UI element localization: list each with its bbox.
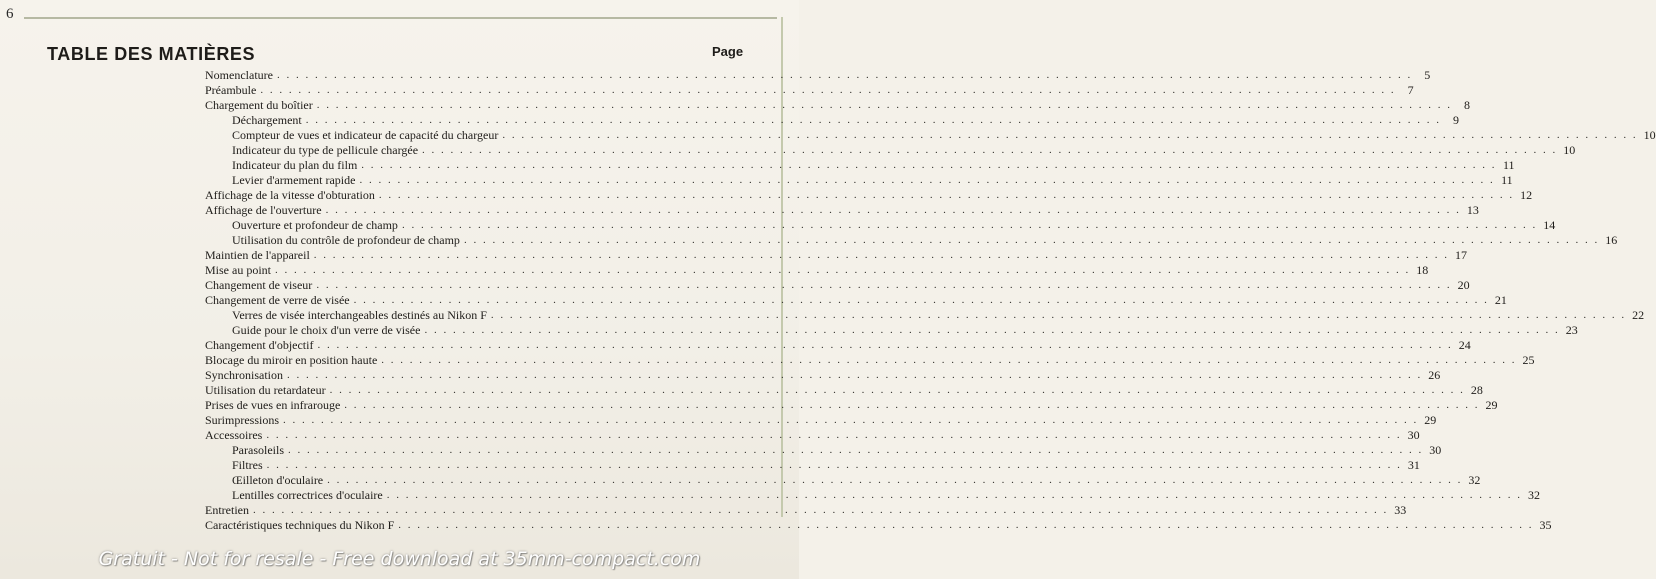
toc-entry-page: 11 — [1502, 158, 1515, 172]
dot-leader: . . . . . . . . . . . . . . . . . . . . . . . . . . . . . . . . . . . . . . . . . . . . . . . . . . . . . . . . . . . . . . . . . . . . . . . . . . . . . . . . . . . . . . . . . . . . . . . . . . . . . . . . . . . . . . . . . . . . . . . . — [381, 354, 1517, 366]
toc-entry-label: Verres de visée interchangeables destinés au Nikon F — [232, 308, 487, 322]
toc-entry — [205, 278, 1470, 293]
toc-entry — [205, 293, 1507, 308]
toc-entry — [205, 488, 1540, 503]
toc-entry-page: 29 — [1424, 413, 1437, 427]
toc-entry-page: 35 — [1539, 518, 1552, 532]
toc-entry — [205, 203, 1479, 218]
toc-entry-page: 31 — [1407, 458, 1420, 472]
toc-entry — [205, 98, 1471, 113]
toc-entry — [205, 143, 1576, 158]
dot-leader: . . . . . . . . . . . . . . . . . . . . . . . . . . . . . . . . . . . . . . . . . . . . . . . . . . . . . . . . . . . . . . . . . . . . . . . . . . . . . . . . . . . . . . . . . . . . . . . . . . . . . . . . . . . . . . . . . . . . . . . . — [502, 129, 1638, 141]
toc-entry — [205, 248, 1468, 263]
toc-entry-label: Œilleton d'oculaire — [232, 473, 324, 487]
dot-leader: . . . . . . . . . . . . . . . . . . . . . . . . . . . . . . . . . . . . . . . . . . . . . . . . . . . . . . . . . . . . . . . . . . . . . . . . . . . . . . . . . . . . . . . . . . . . . . . . . . . . . . . . . . . . . . . . . . . . . . . . — [361, 159, 1497, 171]
toc-entry-page: 21 — [1494, 293, 1507, 307]
dot-leader: . . . . . . . . . . . . . . . . . . . . . . . . . . . . . . . . . . . . . . . . . . . . . . . . . . . . . . . . . . . . . . . . . . . . . . . . . . . . . . . . . . . . . . . . . . . . . . . . . . . . . . . . . . . . . . . . . . . . . . . . — [463, 234, 1600, 246]
toc-entry-page: 30 — [1407, 428, 1420, 442]
toc-entry — [205, 173, 1513, 188]
toc-entry — [205, 383, 1483, 398]
toc-entry — [205, 353, 1535, 368]
toc-entry-label: Filtres — [232, 458, 263, 472]
toc-entry — [205, 368, 1441, 383]
toc-entry-page: 23 — [1565, 323, 1578, 337]
toc-entry-page: 11 — [1501, 173, 1513, 187]
toc-entry — [205, 68, 1431, 83]
toc-entry-page: 32 — [1528, 488, 1540, 502]
dot-leader: . . . . . . . . . . . . . . . . . . . . . . . . . . . . . . . . . . . . . . . . . . . . . . . . . . . . . . . . . . . . . . . . . . . . . . . . . . . . . . . . . . . . . . . . . . . . . . . . . . . . . . . . . . . . . . . . . . . . . . . . — [266, 429, 1402, 441]
dot-leader: . . . . . . . . . . . . . . . . . . . . . . . . . . . . . . . . . . . . . . . . . . . . . . . . . . . . . . . . . . . . . . . . . . . . . . . . . . . . . . . . . . . . . . . . . . . . . . . . . . . . . . . . . . . . . . . . . . . . . . . . — [401, 219, 1538, 231]
toc-entry-label: Changement de verre de visée — [205, 293, 350, 307]
toc-entry-label: Guide pour le choix d'un verre de visée — [232, 323, 421, 337]
toc-entry-page: 16 — [1605, 233, 1618, 247]
dot-leader: . . . . . . . . . . . . . . . . . . . . . . . . . . . . . . . . . . . . . . . . . . . . . . . . . . . . . . . . . . . . . . . . . . . . . . . . . . . . . . . . . . . . . . . . . . . . . . . . . . . . . . . . . . . . . . . . . . . . . . . . — [283, 414, 1419, 426]
dot-leader: . . . . . . . . . . . . . . . . . . . . . . . . . . . . . . . . . . . . . . . . . . . . . . . . . . . . . . . . . . . . . . . . . . . . . . . . . . . . . . . . . . . . . . . . . . . . . . . . . . . . . . . . . . . . . . . . . . . . . . . . — [490, 309, 1627, 321]
toc-entry-page: 7 — [1407, 83, 1414, 97]
toc-entry-label: Affichage de la vitesse d'obturation — [205, 188, 375, 202]
toc-entry-page: 14 — [1543, 218, 1556, 232]
page-column-header: Page — [712, 44, 744, 59]
toc-entry-page: 24 — [1458, 338, 1471, 352]
toc-entry-page: 28 — [1470, 383, 1483, 397]
toc-entry-page: 18 — [1416, 263, 1429, 277]
toc-entry-label: Indicateur du type de pellicule chargée — [232, 143, 419, 157]
toc-entry-page: 10 — [1563, 143, 1576, 157]
dot-leader: . . . . . . . . . . . . . . . . . . . . . . . . . . . . . . . . . . . . . . . . . . . . . . . . . . . . . . . . . . . . . . . . . . . . . . . . . . . . . . . . . . . . . . . . . . . . . . . . . . . . . . . . . . . . . . . . . . . . . . . . — [359, 174, 1495, 186]
dot-leader: . . . . . . . . . . . . . . . . . . . . . . . . . . . . . . . . . . . . . . . . . . . . . . . . . . . . . . . . . . . . . . . . . . . . . . . . . . . . . . . . . . . . . . . . . . . . . . . . . . . . . . . . . . . . . . . . . . . . . . . . — [325, 204, 1461, 216]
toc-entry — [205, 398, 1498, 413]
dot-leader: . . . . . . . . . . . . . . . . . . . . . . . . . . . . . . . . . . . . . . . . . . . . . . . . . . . . . . . . . . . . . . . . . . . . . . . . . . . . . . . . . . . . . . . . . . . . . . . . . . . . . . . . . . . . . . . . . . . . . . . . — [422, 144, 1558, 156]
table-of-contents — [205, 68, 1656, 533]
toc-entry — [205, 323, 1578, 338]
toc-entry-page: 9 — [1453, 113, 1459, 127]
dot-leader: . . . . . . . . . . . . . . . . . . . . . . . . . . . . . . . . . . . . . . . . . . . . . . . . . . . . . . . . . . . . . . . . . . . . . . . . . . . . . . . . . . . . . . . . . . . . . . . . . . . . . . . . . . . . . . . . . . . . . . . . — [266, 459, 1402, 471]
dot-leader: . . . . . . . . . . . . . . . . . . . . . . . . . . . . . . . . . . . . . . . . . . . . . . . . . . . . . . . . . . . . . . . . . . . . . . . . . . . . . . . . . . . . . . . . . . . . . . . . . . . . . . . . . . . . . . . . . . . . . . . . — [329, 384, 1465, 396]
toc-entry-page: 20 — [1457, 278, 1470, 292]
toc-entry-label: Caractéristiques techniques du Nikon F — [205, 518, 395, 532]
toc-entry — [205, 263, 1429, 278]
toc-entry — [205, 413, 1437, 428]
toc-entry — [205, 158, 1515, 173]
toc-entry-page: 33 — [1394, 503, 1407, 517]
toc-entry-label: Affichage de l'ouverture — [205, 203, 322, 217]
toc-entry — [205, 308, 1645, 323]
dot-leader: . . . . . . . . . . . . . . . . . . . . . . . . . . . . . . . . . . . . . . . . . . . . . . . . . . . . . . . . . . . . . . . . . . . . . . . . . . . . . . . . . . . . . . . . . . . . . . . . . . . . . . . . . . . . . . . . . . . . . . . . — [305, 114, 1441, 126]
dot-leader: . . . . . . . . . . . . . . . . . . . . . . . . . . . . . . . . . . . . . . . . . . . . . . . . . . . . . . . . . . . . . . . . . . . . . . . . . . . . . . . . . . . . . . . . . . . . . . . . . . . . . . . . . . . . . . . . . . . . . . . . — [260, 84, 1396, 96]
toc-entry-page: 12 — [1520, 188, 1533, 202]
toc-entry-page: 22 — [1632, 308, 1645, 322]
toc-entry — [205, 128, 1656, 143]
toc-entry-page: 25 — [1522, 353, 1535, 367]
dot-leader: . . . . . . . . . . . . . . . . . . . . . . . . . . . . . . . . . . . . . . . . . . . . . . . . . . . . . . . . . . . . . . . . . . . . . . . . . . . . . . . . . . . . . . . . . . . . . . . . . . . . . . . . . . . . . . . . . . . . . . . . — [252, 504, 1389, 516]
page-number: 6 — [6, 6, 14, 22]
toc-entry-label: Accessoires — [205, 428, 263, 442]
toc-entry-label: Mise au point — [205, 263, 271, 277]
dot-leader: . . . . . . . . . . . . . . . . . . . . . . . . . . . . . . . . . . . . . . . . . . . . . . . . . . . . . . . . . . . . . . . . . . . . . . . . . . . . . . . . . . . . . . . . . . . . . . . . . . . . . . . . . . . . . . . . . . . . . . . . — [275, 264, 1411, 276]
toc-entry-label: Nomenclature — [205, 68, 273, 82]
dot-leader: . . . . . . . . . . . . . . . . . . . . . . . . . . . . . . . . . . . . . . . . . . . . . . . . . . . . . . . . . . . . . . . . . . . . . . . . . . . . . . . . . . . . . . . . . . . . . . . . . . . . . . . . . . . . . . . . . . . . . . . . — [316, 99, 1453, 111]
toc-entry-page: 30 — [1429, 443, 1442, 457]
toc-entry — [205, 458, 1420, 473]
dot-leader: . . . . . . . . . . . . . . . . . . . . . . . . . . . . . . . . . . . . . . . . . . . . . . . . . . . . . . . . . . . . . . . . . . . . . . . . . . . . . . . . . . . . . . . . . . . . . . . . . . . . . . . . . . . . . . . . . . . . . . . . — [316, 279, 1452, 291]
toc-entry-label: Compteur de vues et indicateur de capacité du chargeur — [232, 128, 499, 142]
toc-entry-label: Préambule — [205, 83, 257, 97]
toc-entry-label: Levier d'armement rapide — [232, 173, 356, 187]
watermark: Gratuit - Not for resale - Free download at 35mm-compact.com — [98, 548, 701, 570]
toc-entry-label: Lentilles correctrices d'oculaire — [232, 488, 383, 502]
toc-entry-label: Surimpressions — [205, 413, 280, 427]
toc-entry-page: 10 — [1643, 128, 1656, 142]
dot-leader: . . . . . . . . . . . . . . . . . . . . . . . . . . . . . . . . . . . . . . . . . . . . . . . . . . . . . . . . . . . . . . . . . . . . . . . . . . . . . . . . . . . . . . . . . . . . . . . . . . . . . . . . . . . . . . . . . . . . . . . . — [287, 369, 1423, 381]
dot-leader: . . . . . . . . . . . . . . . . . . . . . . . . . . . . . . . . . . . . . . . . . . . . . . . . . . . . . . . . . . . . . . . . . . . . . . . . . . . . . . . . . . . . . . . . . . . . . . . . . . . . . . . . . . . . . . . . . . . . . . . . — [276, 69, 1413, 81]
dot-leader: . . . . . . . . . . . . . . . . . . . . . . . . . . . . . . . . . . . . . . . . . . . . . . . . . . . . . . . . . . . . . . . . . . . . . . . . . . . . . . . . . . . . . . . . . . . . . . . . . . . . . . . . . . . . . . . . . . . . . . . . — [378, 189, 1515, 201]
toc-entry — [205, 233, 1618, 248]
dot-leader: . . . . . . . . . . . . . . . . . . . . . . . . . . . . . . . . . . . . . . . . . . . . . . . . . . . . . . . . . . . . . . . . . . . . . . . . . . . . . . . . . . . . . . . . . . . . . . . . . . . . . . . . . . . . . . . . . . . . . . . . — [327, 474, 1463, 486]
toc-entry-page: 5 — [1424, 68, 1431, 82]
toc-entry — [205, 188, 1533, 203]
toc-entry — [205, 503, 1407, 518]
toc-entry-label: Indicateur du plan du film — [232, 158, 358, 172]
dot-leader: . . . . . . . . . . . . . . . . . . . . . . . . . . . . . . . . . . . . . . . . . . . . . . . . . . . . . . . . . . . . . . . . . . . . . . . . . . . . . . . . . . . . . . . . . . . . . . . . . . . . . . . . . . . . . . . . . . . . . . . . — [398, 519, 1534, 531]
toc-entry — [205, 518, 1552, 533]
toc-entry-page: 13 — [1466, 203, 1479, 217]
dot-leader: . . . . . . . . . . . . . . . . . . . . . . . . . . . . . . . . . . . . . . . . . . . . . . . . . . . . . . . . . . . . . . . . . . . . . . . . . . . . . . . . . . . . . . . . . . . . . . . . . . . . . . . . . . . . . . . . . . . . . . . . — [353, 294, 1489, 306]
toc-entry — [205, 443, 1442, 458]
toc-entry-page: 29 — [1485, 398, 1498, 412]
toc-entry-label: Déchargement — [232, 113, 302, 127]
toc-entry — [205, 83, 1414, 98]
toc-entry — [205, 218, 1556, 233]
toc-entry-label: Chargement du boîtier — [205, 98, 313, 112]
toc-entry — [205, 113, 1459, 128]
dot-leader: . . . . . . . . . . . . . . . . . . . . . . . . . . . . . . . . . . . . . . . . . . . . . . . . . . . . . . . . . . . . . . . . . . . . . . . . . . . . . . . . . . . . . . . . . . . . . . . . . . . . . . . . . . . . . . . . . . . . . . . . — [313, 249, 1450, 261]
toc-entry-label: Entretien — [205, 503, 249, 517]
dot-leader: . . . . . . . . . . . . . . . . . . . . . . . . . . . . . . . . . . . . . . . . . . . . . . . . . . . . . . . . . . . . . . . . . . . . . . . . . . . . . . . . . . . . . . . . . . . . . . . . . . . . . . . . . . . . . . . . . . . . . . . . — [344, 399, 1480, 411]
dot-leader: . . . . . . . . . . . . . . . . . . . . . . . . . . . . . . . . . . . . . . . . . . . . . . . . . . . . . . . . . . . . . . . . . . . . . . . . . . . . . . . . . . . . . . . . . . . . . . . . . . . . . . . . . . . . . . . . . . . . . . . . — [386, 489, 1522, 501]
toc-entry-label: Parasoleils — [232, 443, 284, 457]
page-title: TABLE DES MATIÈRES — [47, 44, 256, 64]
toc-entry-label: Blocage du miroir en position haute — [205, 353, 378, 367]
toc-entry-label: Maintien de l'appareil — [205, 248, 310, 262]
toc-entry — [205, 338, 1471, 353]
toc-entry — [205, 428, 1420, 443]
toc-entry-page: 17 — [1455, 248, 1468, 262]
toc-entry-label: Ouverture et profondeur de champ — [232, 218, 398, 232]
toc-entry-page: 32 — [1468, 473, 1481, 487]
toc-entry-label: Utilisation du retardateur — [205, 383, 326, 397]
toc-entry-label: Changement d'objectif — [205, 338, 314, 352]
toc-entry-label: Synchronisation — [205, 368, 283, 382]
top-rule — [24, 17, 777, 19]
toc-entry-label: Prises de vues en infrarouge — [205, 398, 341, 412]
dot-leader: . . . . . . . . . . . . . . . . . . . . . . . . . . . . . . . . . . . . . . . . . . . . . . . . . . . . . . . . . . . . . . . . . . . . . . . . . . . . . . . . . . . . . . . . . . . . . . . . . . . . . . . . . . . . . . . . . . . . . . . . — [317, 339, 1453, 351]
toc-entry-page: 8 — [1464, 98, 1471, 112]
toc-entry-page: 26 — [1428, 368, 1441, 382]
toc-entry-label: Changement de viseur — [205, 278, 313, 292]
dot-leader: . . . . . . . . . . . . . . . . . . . . . . . . . . . . . . . . . . . . . . . . . . . . . . . . . . . . . . . . . . . . . . . . . . . . . . . . . . . . . . . . . . . . . . . . . . . . . . . . . . . . . . . . . . . . . . . . . . . . . . . . — [288, 444, 1424, 456]
toc-entry-label: Utilisation du contrôle de profondeur de champ — [232, 233, 460, 247]
toc-entry — [205, 473, 1481, 488]
dot-leader: . . . . . . . . . . . . . . . . . . . . . . . . . . . . . . . . . . . . . . . . . . . . . . . . . . . . . . . . . . . . . . . . . . . . . . . . . . . . . . . . . . . . . . . . . . . . . . . . . . . . . . . . . . . . . . . . . . . . . . . . — [424, 324, 1560, 336]
